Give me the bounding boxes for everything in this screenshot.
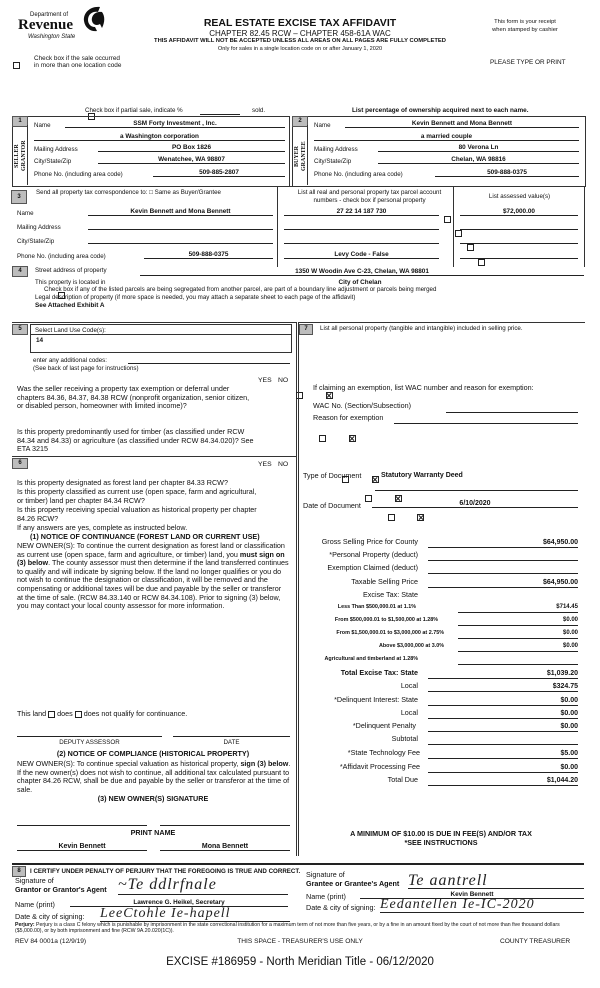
tax-row-value[interactable]: $1,044.20 [428, 777, 578, 786]
deputy-assessor-signature-line[interactable] [17, 736, 162, 737]
seller-city-label: City/State/Zip [34, 158, 72, 165]
tax-row-value[interactable]: $0.00 [458, 617, 578, 626]
divider [31, 334, 291, 335]
yes-header: YES [258, 377, 272, 384]
doc-type-value[interactable]: Statutory Warranty Deed [381, 472, 463, 479]
tax-row-label: *Delinquent Penalty [352, 721, 416, 730]
notice1-text: NEW OWNER(S): To continue the current designation as forest land or classification as current use (open space, farm and agriculture, or timber) land, you [17, 541, 285, 559]
section-8-divider [12, 863, 584, 865]
tax-row-value[interactable]: $0.00 [428, 764, 578, 773]
land-use-value[interactable]: 14 [36, 337, 44, 344]
legal-description-value[interactable]: See Attached Exhibit A [35, 302, 105, 309]
tax-row [298, 578, 584, 590]
tax-row [298, 749, 584, 761]
correspondence-phone-label: Phone No. (including area code) [17, 253, 106, 260]
tax-row-value[interactable]: $324.75 [428, 683, 578, 692]
qualify-text: qualify for continuance. [113, 709, 188, 718]
tax-row-label: Excise Tax: State [363, 590, 418, 599]
tax-row-value[interactable] [458, 656, 578, 665]
notice3-title: (3) NEW OWNER(S) SIGNATURE [97, 794, 209, 803]
section-number-7: 7 [299, 324, 313, 335]
tax-row-value[interactable]: $714.45 [458, 604, 578, 613]
logo-state-text: Washington State [28, 34, 76, 40]
assessed-value-field[interactable] [460, 236, 578, 244]
section-number-6: 6 [12, 458, 28, 469]
if-yes-note: If any answers are yes, complete as instructed below. [17, 523, 188, 532]
multi-location-label-2: in more than one location code [34, 62, 122, 69]
perjury-notice [15, 922, 585, 934]
dor-swirl-icon [80, 4, 106, 34]
exemption-reason-label: Reason for exemption [313, 413, 384, 422]
page-title: REAL ESTATE EXCISE TAX AFFIDAVIT [203, 17, 397, 29]
tax-row-label: Gross Selling Price for County [321, 537, 418, 546]
doc-date-label: Date of Document [303, 501, 361, 510]
no-header: NO [278, 461, 289, 468]
assessed-value-field[interactable]: $72,000.00 [460, 208, 578, 216]
forest-question: Is this property designated as forest land per chapter 84.33 RCW? [17, 478, 228, 487]
see-back-note: (See back of last page for instructions) [33, 365, 139, 372]
grantor-signature-label-1: Signature of [15, 876, 54, 885]
qualify-text: This land [17, 709, 47, 718]
grantee-name-label: Name (print) [306, 892, 346, 901]
tax-row-value[interactable] [428, 565, 578, 574]
tax-row [298, 722, 584, 734]
current-use-question: Is this property classified as current use (open space, farm and agricultural, or timber) land per chapter 84.34 RCW? [17, 487, 257, 505]
tax-row-value[interactable]: $0.00 [428, 710, 578, 719]
grantee-date-field[interactable]: Eedantellen Ie-IC-2020 [380, 897, 584, 913]
grantee-signature-field[interactable]: Te aantrell [408, 872, 584, 889]
buyer-section [292, 116, 586, 187]
wac-number-field[interactable] [446, 412, 578, 413]
tax-row [298, 564, 584, 576]
tax-row [298, 551, 584, 563]
parcel-number-field[interactable]: Levy Code - False [284, 251, 439, 259]
seller-side-label-box [13, 125, 28, 185]
legal-description-label: Legal description of property (if more space is needed, you may attach a separate sheet to each page of the affidavit) [35, 294, 356, 301]
tax-row-value[interactable]: $0.00 [428, 723, 578, 732]
tax-row [298, 776, 584, 788]
tax-row [298, 682, 584, 694]
tax-row-value[interactable]: $0.00 [428, 697, 578, 706]
assessed-value-field[interactable] [460, 222, 578, 230]
sold-label: sold. [252, 107, 266, 114]
correspondence-header: Send all property tax correspondence to: □ Same as Buyer/Grantee [36, 189, 221, 196]
tax-row [298, 630, 584, 642]
tax-row-label: Local [400, 681, 418, 690]
wac-number-label: WAC No. (Section/Subsection) [313, 401, 411, 410]
tax-row-label: Taxable Selling Price [351, 577, 418, 586]
notice2-text: . If the new owner(s) does not wish to continue, all additional tax calculated pursuant to chapter 84.26 RCW, shall be due and payable by the seller or transferor at the time of sale. [17, 759, 291, 794]
buyer-name-label: Name [314, 122, 331, 129]
tax-row-label: Exemption Claimed (deduct) [327, 563, 418, 572]
historical-question: Is this property receiving special valuation as historical property per chapter 84.26 RCW? [17, 505, 257, 523]
buyer-side-label: BUYER GRANTEE [294, 141, 307, 171]
buyer-name2-field[interactable]: a married couple [314, 133, 579, 141]
partial-sale-percent-field[interactable] [200, 114, 240, 115]
see-instructions-note: *SEE INSTRUCTIONS [404, 838, 478, 847]
completion-warning: THIS AFFIDAVIT WILL NOT BE ACCEPTED UNLESS ALL AREAS ON ALL PAGES ARE FULLY COMPLETED [154, 38, 446, 44]
notice2-bold-text: sign (3) below [240, 759, 289, 768]
exemption-question: Was the seller receiving a property tax exemption or deferral under chapters 84.36, 84.37, 84.38 RCW (nonprofit organization, senior citizen, or disabled person, homeowner with limited income)? [17, 384, 250, 411]
tax-row-label: *State Technology Fee [347, 748, 420, 757]
seller-side-label: SELLER GRANTOR [14, 140, 27, 172]
tax-row [298, 591, 584, 603]
page-subtitle: CHAPTER 82.45 RCW – CHAPTER 458-61A WAC [209, 29, 391, 38]
personal-property-checkbox[interactable] [478, 259, 485, 266]
tax-row [298, 643, 584, 655]
multi-location-label-1: Check box if the sale occurred [34, 55, 120, 62]
grantee-signature-label-2: Grantee or Grantee's Agent [306, 879, 400, 888]
tax-row-label: Local [400, 708, 418, 717]
buyer-address-label: Mailing Address [314, 146, 358, 153]
receipt-note-2: when stamped by cashier [492, 27, 558, 33]
parcel-number-field[interactable]: 27 22 14 187 730 [284, 208, 439, 216]
exemption-wac-note: If claiming an exemption, list WAC number and reason for exemption: [313, 383, 534, 392]
county-treasurer-label: COUNTY TREASURER [500, 938, 571, 945]
buyer-phone-label: Phone No. (including area code) [314, 171, 403, 178]
parcel-number-field[interactable] [284, 222, 439, 230]
buyer-phone-field[interactable]: 509-888-0375 [435, 169, 579, 177]
notice1-bold-text: must sign on (3) below [17, 549, 285, 568]
no-header: NO [278, 377, 289, 384]
partial-sale-label: Check box if partial sale, indicate % [85, 107, 183, 114]
print-name-label: PRINT NAME [130, 828, 176, 837]
divider [277, 187, 278, 267]
qualify-does-label: does [57, 709, 73, 718]
section-number-4: 4 [12, 266, 28, 277]
notice2-body [17, 760, 293, 794]
qualify-does-checkbox[interactable] [48, 711, 55, 718]
tax-row [298, 669, 584, 681]
parcel-number-field[interactable] [284, 236, 439, 244]
tax-row-label: From $1,500,000.01 to $3,000,000 at 2.75% [336, 630, 444, 636]
treasurer-space-label: THIS SPACE - TREASURER'S USE ONLY [237, 938, 363, 945]
seller-name-field[interactable]: SSM Forty Investment , Inc. [65, 120, 285, 128]
tax-row [298, 696, 584, 708]
seller-phone-field[interactable]: 509-885-2807 [153, 169, 285, 177]
qualify-does-not-label: does not [83, 709, 112, 718]
seller-name2-field[interactable]: a Washington corporation [34, 133, 285, 141]
tax-row-label: *Delinquent Interest: State [334, 695, 418, 704]
tax-row-value[interactable]: $1,039.20 [428, 670, 578, 679]
logo-department-text: Department of [30, 12, 69, 18]
tax-row-label: Agricultural and timberland at 1.28% [324, 656, 418, 662]
correspondence-city-field[interactable] [88, 236, 273, 244]
tax-row-value[interactable]: $64,950.00 [428, 579, 578, 588]
tax-row-label: Total Excise Tax: State [340, 668, 418, 677]
assessor-date-line[interactable] [173, 736, 290, 737]
tax-row-value[interactable] [428, 736, 578, 745]
correspondence-address-label: Mailing Address [17, 224, 61, 231]
section-number-1: 1 [12, 116, 28, 127]
multi-location-checkbox[interactable] [13, 62, 20, 69]
seller-address-field[interactable]: PO Box 1826 [98, 144, 285, 152]
timber-question: Is this property predominantly used for timber (as classified under RCW 84.34 and 84.33) or agriculture (as classified under RCW 84.34.020)? See ETA 3215 [17, 427, 254, 454]
buyer-city-field[interactable]: Chelan, WA 98816 [378, 156, 579, 164]
notice1-title: (1) NOTICE OF CONTINUANCE (FOREST LAND OR CURRENT USE) [30, 532, 260, 541]
assessed-header: List assessed value(s) [488, 193, 551, 200]
tax-row [298, 538, 584, 550]
new-owner-signature-line-2[interactable] [160, 825, 290, 826]
tax-row [298, 617, 584, 629]
grantor-signature-label-2: Grantor or Grantor's Agent [15, 885, 107, 894]
excise-stamp: EXCISE #186959 - North Meridian Title - 06/12/2020 [166, 956, 434, 968]
notice1-text: . The county assessor must then determine if the land transferred continues to qualify and will indicate by signing below. If the land no longer qualifies or you do not wish to continue the designation or classification, it will be removed and the compensating or additional taxes will be due and payable by the seller or transferor at the time of sale. (RCW 84.33.140 or RCW 84.34.108). Prior to signing (3) below, you may contact your local county assessor for more information. [17, 558, 289, 611]
perjury-bold: Perjury: [15, 922, 35, 928]
tax-row-label: Total Due [387, 775, 418, 784]
correspondence-name-label: Name [17, 210, 34, 217]
tax-row-value[interactable]: $64,950.00 [428, 539, 578, 548]
doc-date-field[interactable]: 6/10/2020 [372, 500, 578, 508]
assessed-value-field[interactable] [460, 251, 578, 259]
qualify-line [17, 710, 187, 719]
land-use-box [30, 324, 292, 353]
date-label: DATE [223, 739, 240, 746]
owner1-print-name[interactable]: Kevin Bennett [17, 843, 147, 851]
owner2-print-name[interactable]: Mona Bennett [160, 843, 290, 851]
perjury-text: Perjury is a class C felony which is punishable by imprisonment in the state correctional institution for a maximum term of not more than five years, or by a fine in an amount fixed by the court of not more than five thousand dollars ($5,000.00), or by both imprisonment and fine (RCW 9A.20.020(1C)). [15, 922, 560, 935]
doc-type-label: Type of Document [303, 471, 362, 480]
tax-row-value[interactable] [428, 552, 578, 561]
tax-row-label: *Personal Property (deduct) [329, 550, 418, 559]
personal-property-label: List all personal property (tangible and intangible) included in selling price. [320, 325, 523, 332]
buyer-side-label-box [293, 125, 308, 185]
buyer-city-label: City/State/Zip [314, 158, 352, 165]
tax-row-label: From $500,000.01 to $1,500,000 at 1.28% [334, 617, 438, 623]
located-in-value[interactable]: City of Chelan [338, 279, 382, 286]
section-number-3: 3 [11, 190, 27, 204]
logo-revenue-text: Revenue [18, 17, 73, 33]
grantee-name-field[interactable]: Kevin Bennett [360, 891, 584, 899]
form-revision: REV 84 0001a (12/9/19) [15, 938, 87, 945]
section-number-5: 5 [12, 324, 28, 335]
deputy-assessor-label: DEPUTY ASSESSOR [59, 739, 120, 746]
qualify-does-not-checkbox[interactable] [75, 711, 82, 718]
tax-row-value[interactable]: $5.00 [428, 750, 578, 759]
ownership-note: List percentage of ownership acquired next to each name. [352, 107, 529, 114]
receipt-note-1: This form is your receipt [494, 19, 556, 25]
grantee-date-label: Date & city of signing: [306, 903, 376, 912]
tax-row [298, 709, 584, 721]
section-number-8: 8 [12, 866, 26, 877]
tax-row [298, 604, 584, 616]
tax-row-label: Less Than $500,000.01 at 1.1% [337, 604, 416, 610]
buyer-name-field[interactable]: Kevin Bennett and Mona Bennett [345, 120, 579, 128]
tax-row-label: Subtotal [391, 734, 418, 743]
doc-type-line [375, 490, 578, 491]
correspondence-address-field[interactable] [88, 222, 273, 230]
tax-row-value[interactable]: $0.00 [458, 643, 578, 652]
grantee-signature-label-1: Signature of [306, 870, 345, 879]
segregated-note: Check box if any of the listed parcels are being segregated from another parcel, are part of a boundary line adjustment or parcels being merged [44, 286, 437, 293]
notice2-text: NEW OWNER(S): To continue special valuation as historical property, [17, 759, 241, 768]
grantor-name-field[interactable]: Lawrence G. Heikel, Secretary [70, 899, 288, 907]
tax-row-label: Above $3,000,000 at 3.0% [378, 643, 444, 649]
located-in-label: This property is located in [35, 279, 106, 286]
tax-row-label: *Affidavit Processing Fee [339, 762, 420, 771]
correspondence-city-label: City/State/Zip [17, 238, 55, 245]
grantor-date-field[interactable]: LeeCtohle Ie-hapell [100, 906, 290, 922]
personal-property-checkbox[interactable] [444, 216, 451, 223]
new-owner-signature-line-1[interactable] [17, 825, 147, 826]
tax-row [298, 763, 584, 775]
minimum-due-note: A MINIMUM OF $10.00 IS DUE IN FEE(S) AND/OR TAX [350, 829, 532, 838]
exemption-reason-field[interactable] [394, 423, 578, 424]
tax-row-value[interactable]: $0.00 [458, 630, 578, 639]
seller-city-field[interactable]: Wenatchee, WA 98807 [98, 156, 285, 164]
tax-row [298, 735, 584, 747]
tax-row [298, 656, 584, 668]
street-address-label: Street address of property [35, 267, 107, 274]
type-or-print: PLEASE TYPE OR PRINT [490, 59, 566, 66]
buyer-address-field[interactable]: 80 Verona Ln [378, 144, 579, 152]
additional-codes-field[interactable] [128, 363, 290, 364]
certify-statement: I CERTIFY UNDER PENALTY OF PERJURY THAT THE FOREGOING IS TRUE AND CORRECT. [30, 868, 301, 875]
scope-note: Only for sales in a single location code on or after January 1, 2020 [217, 46, 383, 52]
section-number-2: 2 [292, 116, 308, 127]
grantor-date-label: Date & city of signing: [15, 912, 85, 921]
seller-name-label: Name [34, 122, 51, 129]
section-6-divider [12, 456, 296, 457]
divider [453, 187, 454, 267]
additional-codes-label: enter any additional codes: [33, 357, 107, 364]
seller-phone-label: Phone No. (including area code) [34, 171, 123, 178]
yes-header: YES [258, 461, 272, 468]
grantor-signature-field[interactable]: ~Te ddlrfnale [118, 876, 288, 895]
land-use-label: Select Land Use Code(s): [35, 327, 106, 334]
correspondence-name-field[interactable]: Kevin Bennett and Mona Bennett [88, 208, 273, 216]
seller-address-label: Mailing Address [34, 146, 78, 153]
section-3 [12, 186, 585, 267]
notice2-title: (2) NOTICE OF COMPLIANCE (HISTORICAL PROPERTY) [56, 749, 250, 758]
correspondence-phone-field[interactable]: 509-888-0375 [144, 251, 273, 259]
notice1-body [17, 542, 289, 611]
street-address-field[interactable]: 1350 W Woodin Ave C-23, Chelan, WA 98801 [140, 268, 584, 276]
grantor-name-label: Name (print) [15, 900, 55, 909]
seller-section [12, 116, 290, 187]
parcel-header: List all real and personal property tax parcel account numbers - check box if personal property [297, 189, 442, 204]
